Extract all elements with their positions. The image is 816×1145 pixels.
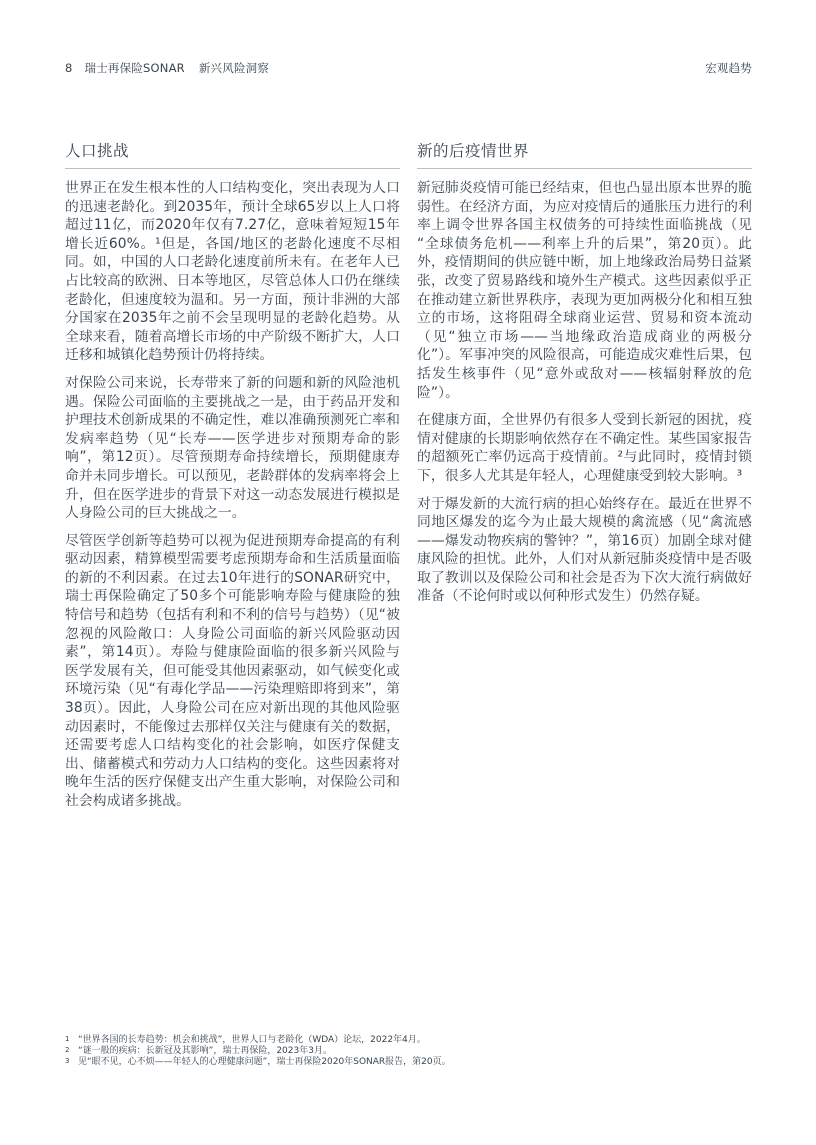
- running-header: [65, 61, 752, 75]
- footnote-text: 见“眼不见，心不烦——年轻人的心理健康问题”，瑞士再保险2020年SONAR报告，第20页。: [78, 1057, 451, 1067]
- column-heading-post-pandemic: 新的后疫情世界: [417, 141, 752, 169]
- doc-subtitle: 新兴风险洞察: [198, 61, 270, 75]
- column-heading-population: 人口挑战: [65, 141, 400, 169]
- paragraph: 尽管医学创新等趋势可以视为促进预期寿命提高的有利驱动因素，精算模型需要考虑预期寿命和生活质量面临的新的不利因素。在过去10年进行的SONAR研究中，瑞士再保险确定了50多个可能影响寿险与健康险的独特信号和趋势（包括有利和不利的信号与趋势）（见“被忽视的风险敞口：人身险公司面临的新兴风险驱动因素”，第14页）。寿险与健康险面临的很多新兴风险与医学发展有关，但可能受其他因素驱动，如气候变化或环境污染（见“有毒化学品——污染理赔即将到来”，第38页）。因此，人身险公司在应对新出现的其他风险驱动因素时，不能像过去那样仅关注与健康有关的数据，还需要考虑人口结构变化的社会影响，如医疗保健支出、储蓄模式和劳动力人口结构的变化。这些因素将对晚年生活的医疗保健支出产生重大影响，对保险公司和社会构成诸多挑战。: [65, 532, 400, 809]
- footnote-text: “谜一般的疾病：长新冠及其影响”，瑞士再保险，2023年3月。: [78, 1046, 332, 1056]
- content-columns: [65, 141, 752, 820]
- doc-title: 瑞士再保险SONAR: [84, 61, 185, 75]
- footnotes: [65, 1035, 625, 1068]
- paragraph: 新冠肺炎疫情可能已经结束，但也凸显出原本世界的脆弱性。在经济方面，为应对疫情后的通胀压力进行的利率上调令世界各国主权债务的可持续性面临挑战（见“全球债务危机——利率上升的后果”，第20页）。此外，疫情期间的供应链中断，加上地缘政治局势日益紧张，改变了贸易路线和境外生产模式。这些因素似乎正在推动建立新世界秩序，表现为更加两极分化和相互独立的市场，这将阻碍全球商业运营、贸易和资本流动（见“独立市场——当地缘政治造成商业的两极分化”）。军事冲突的风险很高，可能造成灾难性后果，包括发生核事件（见“意外或敌对——核辐射释放的危险”）。: [417, 180, 752, 401]
- paragraph: 世界正在发生根本性的人口结构变化，突出表现为人口的迅速老龄化。到2035年，预计全球65岁以上人口将超过11亿，而2020年仅有7.27亿，意味着短短15年增长近60%。¹但是，各国/地区的老龄化速度不尽相同。如，中国的人口老龄化速度前所未有。在老年人已占比较高的欧洲、日本等地区，尽管总体人口仍在继续老龄化，但速度较为温和。另一方面，预计非洲的大部分国家在2035年之前不会呈现明显的老龄化趋势。从全球来看，随着高增长市场的中产阶级不断扩大，人口迁移和城镇化趋势预计仍将持续。: [65, 180, 400, 364]
- footnote: [65, 1057, 625, 1068]
- paragraph: 对保险公司来说，长寿带来了新的问题和新的风险池机遇。保险公司面临的主要挑战之一是，由于药品开发和护理技术创新成果的不确定性，难以准确预测死亡率和发病率趋势（见“长寿——医学进步对预期寿命的影响”，第12页）。尽管预期寿命持续增长，预期健康寿命并未同步增长。可以预见，老龄群体的发病率将会上升，但在医学进步的背景下对这一动态发展进行模拟是人身险公司的巨大挑战之一。: [65, 374, 400, 522]
- footnote-marker: 3: [65, 1057, 70, 1065]
- column-population-challenge: [65, 141, 400, 820]
- footnote: [65, 1046, 625, 1057]
- footnote-marker: 2: [65, 1046, 70, 1054]
- column-post-pandemic-world: [417, 141, 752, 820]
- footnote-marker: 1: [65, 1035, 70, 1043]
- paragraph: 对于爆发新的大流行病的担心始终存在。最近在世界不同地区爆发的迄今为止最大规模的禽流感（见“禽流感——爆发动物疾病的警钟？”，第16页）加剧全球对健康风险的担忧。此外，人们对从新冠肺炎疫情中是否吸取了教训以及保险公司和社会是否为下次大流行病做好准备（不论何时或以何种形式发生）仍然存疑。: [417, 495, 752, 605]
- paragraph: 在健康方面，全世界仍有很多人受到长新冠的困扰，疫情对健康的长期影响依然存在不确定性。某些国家报告的超额死亡率仍远高于疫情前。²与此同时，疫情封锁下，很多人尤其是年轻人，心理健康受到较大影响。³: [417, 412, 752, 484]
- footnote-text: “世界各国的长寿趋势：机会和挑战”，世界人口与老龄化（WDA）论坛，2022年4月。: [78, 1035, 426, 1045]
- footnote: [65, 1035, 625, 1046]
- section-label: 宏观趋势: [705, 61, 752, 75]
- page-number: 8: [65, 61, 73, 75]
